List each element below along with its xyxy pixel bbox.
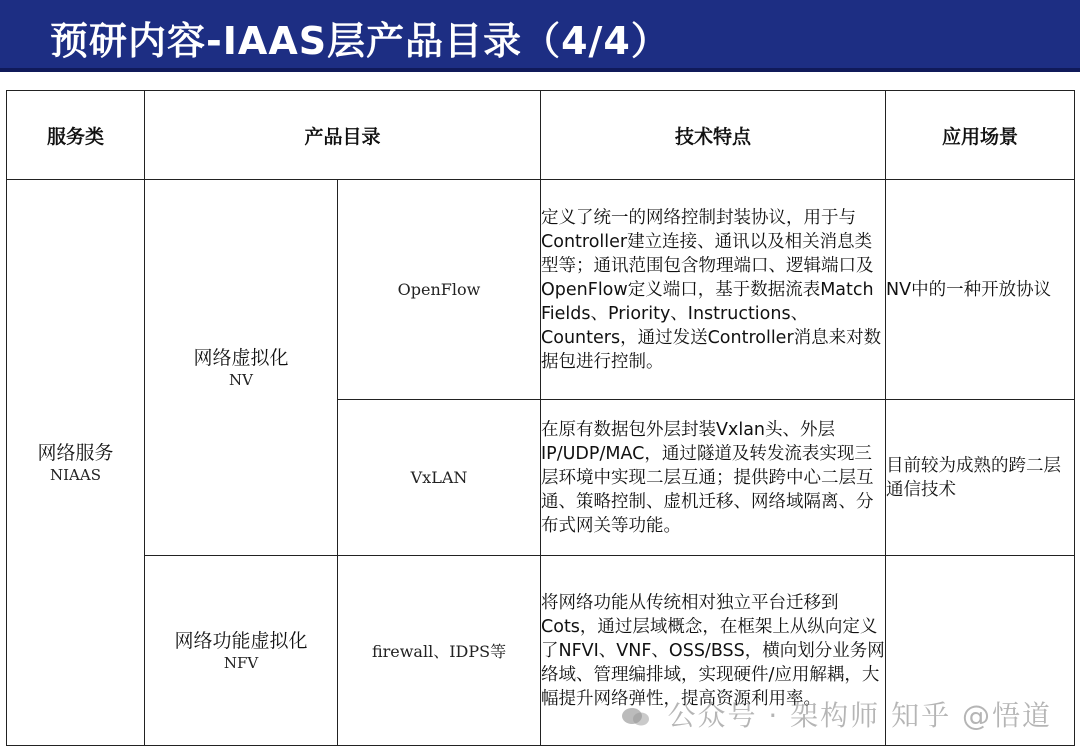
watermark [621, 694, 1052, 734]
feature-cell: 在原有数据包外层封装Vxlan头、外层IP/UDP/MAC，通过隧道及转发流表实现三层环境中实现二层互通；提供跨中心二层互通、策略控制、虚机迁移、网络域隔离、分布式网关等功能。 [541, 400, 886, 556]
group-name: 网络虚拟化 [193, 346, 289, 369]
header-scene: 应用场景 [886, 91, 1075, 180]
feature-cell: 定义了统一的网络控制封装协议，用于与Controller建立连接、通讯以及相关消息类型等；通讯范围包含物理端口、逻辑端口及OpenFlow定义端口，基于数据流表Match Fields、Priority、Instructions、Counters，通过发送Controller消息来对数据包进行控制。 [541, 180, 886, 400]
group-cell-nv [145, 180, 338, 556]
group-cell-nfv [145, 556, 338, 746]
title-underline [0, 68, 1080, 72]
product-cell: OpenFlow [338, 180, 541, 400]
service-name: 网络服务 [37, 441, 114, 464]
scene-cell: NV中的一种开放协议 [886, 180, 1075, 400]
header-feature: 技术特点 [541, 91, 886, 180]
slide-title: 预研内容-IAAS层产品目录（4/4） [50, 19, 670, 63]
group-name: 网络功能虚拟化 [174, 629, 308, 652]
header-service: 服务类 [7, 91, 145, 180]
wechat-icon [621, 706, 651, 728]
feature-cell: 将网络功能从传统相对独立平台迁移到Cots，通过层域概念，在框架上从纵向定义了NFVI、VNF、OSS/BSS，横向划分业务网络域、管理编排域，实现硬件/应用解耦，大幅提升网络弹性，提高资源利用率。 [541, 556, 886, 746]
table-row [7, 180, 1075, 400]
watermark-text: 公众号 · 架构师 知乎 @悟道 [667, 699, 1052, 732]
group-abbr: NFV [223, 653, 259, 672]
product-cell: firewall、IDPS等 [338, 556, 541, 746]
service-abbr: NIAAS [50, 465, 101, 484]
product-catalog-table [6, 90, 1075, 746]
scene-cell: 目前较为成熟的跨二层通信技术 [886, 400, 1075, 556]
service-cell [7, 180, 145, 746]
title-bar [0, 0, 1080, 72]
group-abbr: NV [229, 370, 253, 389]
product-cell: VxLAN [338, 400, 541, 556]
table-header-row [7, 91, 1075, 180]
header-product: 产品目录 [145, 91, 541, 180]
